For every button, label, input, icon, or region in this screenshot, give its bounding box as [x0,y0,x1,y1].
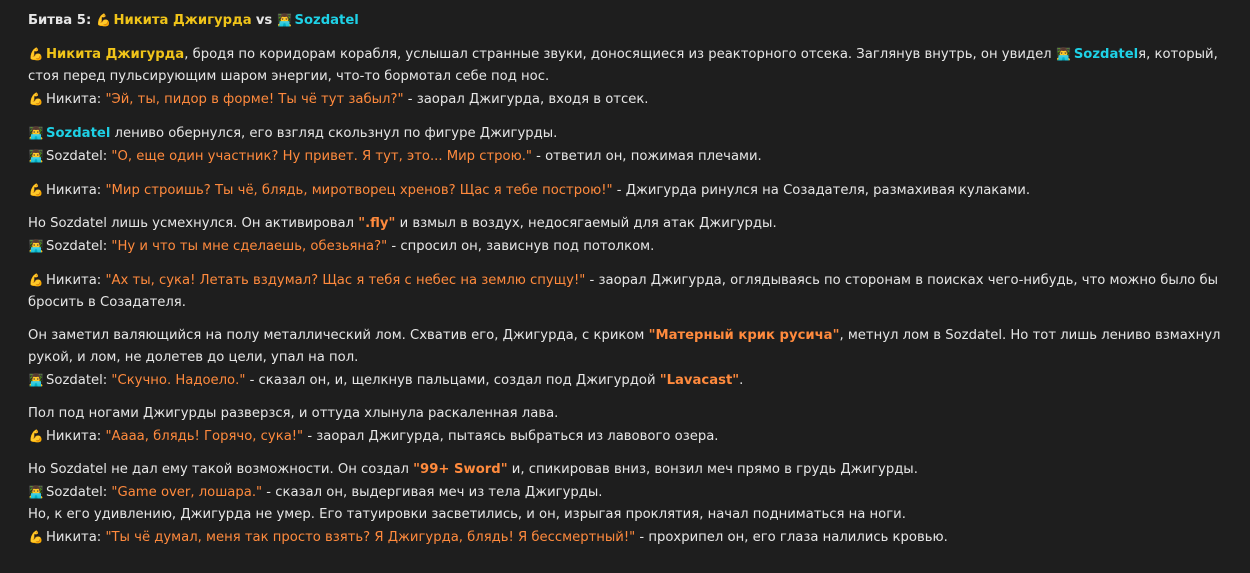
speaker-label: Никита: [46,92,102,107]
dialogue-after: - сказал он, и, щелкнув пальцами, создал под Джигурдой [245,373,660,388]
technologist-icon: 👨‍💻 [28,239,44,253]
dialogue-line [28,369,1240,392]
battle-header [28,9,1240,32]
flexed-biceps-icon: 💪 [28,183,44,197]
quote-text: "Аааа, блядь! Горячо, сука!" [105,429,304,444]
dialogue-line [28,481,1240,504]
technologist-icon: 👨‍💻 [28,485,44,499]
dialogue-line [28,179,1240,202]
narration-text: , бродя по коридорам корабля, услышал странные звуки, доносящиеся из реакторного отсека. Заглянув внутрь, он увидел [184,47,1056,62]
speaker-label: Никита: [46,183,102,198]
flexed-biceps-icon: 💪 [28,530,44,544]
dialogue-after: - заорал Джигурда, входя в отсек. [403,92,649,107]
paragraph-8 [28,459,1240,481]
narration-text: Но Sozdatel лишь усмехнулся. Он активировал [28,216,359,231]
narration-text: Но Sozdatel не дал ему такой возможности. Он создал [28,462,414,477]
quote-text: "Ах ты, сука! Летать вздумал? Щас я тебя с небес на землю спущу!" [105,273,586,288]
speaker-label: Sozdatel: [46,485,108,500]
quote-text: "О, еще один участник? Ну привет. Я тут, это... Мир строю." [111,149,532,164]
fighter2-name: Sozdatel [294,13,359,28]
speaker-label: Никита: [46,429,102,444]
flexed-biceps-icon: 💪 [28,273,44,287]
dialogue-line [28,425,1240,448]
dialogue-line [28,88,1240,111]
dialogue-after: - заорал Джигурда, оглядываясь по сторонам в поисках чего-нибудь, что можно было бы бросить в Созадателя. [28,273,1219,310]
dialogue-after: - Джигурда ринулся на Созадателя, размахивая кулаками. [612,183,1031,198]
quote-text: "Мир строишь? Ты чё, блядь, миротворец хренов? Щас я тебе построю!" [105,183,613,198]
command-text: "Lavacast" [659,373,740,388]
paragraph-1 [28,43,1240,88]
dialogue-after: . [739,373,744,388]
paragraph-6 [28,325,1240,369]
narration-text: и, спикировав вниз, вонзил меч прямо в грудь Джигурды. [507,462,918,477]
quote-text: "Эй, ты, пидор в форме! Ты чё тут забыл?" [105,92,404,107]
narration-text: и взмыл в воздух, недосягаемый для атак Джигурды. [395,216,777,231]
narration-text: Пол под ногами Джигурды разверзся, и оттуда хлынула раскаленная лава. [28,406,559,421]
command-text: ".fly" [358,216,396,231]
fighter2-mention: Sozdatel [46,126,111,141]
dialogue-after: - спросил он, зависнув под потолком. [387,239,655,254]
flexed-biceps-icon: 💪 [28,92,44,106]
narration-text: , метнул лом в Sozdatel. Но тот лишь лениво взмахнул рукой, и лом, не долетев до цели, упал на пол. [28,328,1221,365]
vs-label: vs [255,13,273,28]
fighter1-mention: Никита Джигурда [46,47,185,62]
dialogue-line [28,269,1240,314]
quote-text: "Game over, лошара." [111,485,263,500]
speaker-label: Sozdatel: [46,239,108,254]
speaker-label: Никита: [46,530,102,545]
dialogue-line [28,235,1240,258]
technologist-icon: 👨‍💻 [277,13,292,27]
technologist-icon: 👨‍💻 [28,126,44,140]
narration-text: Он заметил валяющийся на полу металлический лом. Схватив его, Джигурда, с криком [28,328,649,343]
fighter1-name: Никита Джигурда [113,13,252,28]
flexed-biceps-icon: 💪 [28,429,44,443]
dialogue-after: - прохрипел он, его глаза налились кровью. [635,530,948,545]
narration-line [28,504,1240,526]
narration-text: Но, к его удивлению, Джигурда не умер. Его татуировки засветились, и он, изрыгая проклятия, начал подниматься на ноги. [28,507,906,522]
quote-text: "Скучно. Надоело." [111,373,246,388]
dialogue-after: - ответил он, пожимая плечами. [531,149,762,164]
dialogue-line [28,526,1240,549]
narration-text: я, который, стоя перед пульсирующим шаром энергии, что-то бормотал себе под нос. [28,47,1218,84]
dialogue-after: - сказал он, выдергивая меч из тела Джигурды. [262,485,603,500]
quote-text: "Ты чё думал, меня так просто взять? Я Джигурда, блядь! Я бессмертный!" [105,530,636,545]
technologist-icon: 👨‍💻 [28,373,44,387]
command-text: "99+ Sword" [413,462,508,477]
flexed-biceps-icon: 💪 [95,13,111,27]
dialogue-after: - заорал Джигурда, пытаясь выбраться из лавового озера. [303,429,719,444]
speaker-label: Никита: [46,273,102,288]
technologist-icon: 👨‍💻 [1056,47,1072,61]
paragraph-7 [28,403,1240,425]
dialogue-line [28,145,1240,168]
speaker-label: Sozdatel: [46,149,108,164]
quote-text: "Ну и что ты мне сделаешь, обезьяна?" [111,239,388,254]
battle-title: Битва 5: [28,13,92,28]
paragraph-4 [28,213,1240,235]
narration-text: лениво обернулся, его взгляд скользнул по фигуре Джигурды. [110,126,558,141]
technologist-icon: 👨‍💻 [28,149,44,163]
flexed-biceps-icon: 💪 [28,47,44,61]
speaker-label: Sozdatel: [46,373,108,388]
paragraph-2 [28,122,1240,145]
fighter2-mention: Sozdatel [1073,47,1139,62]
command-text: "Матерный крик русича" [648,328,840,343]
